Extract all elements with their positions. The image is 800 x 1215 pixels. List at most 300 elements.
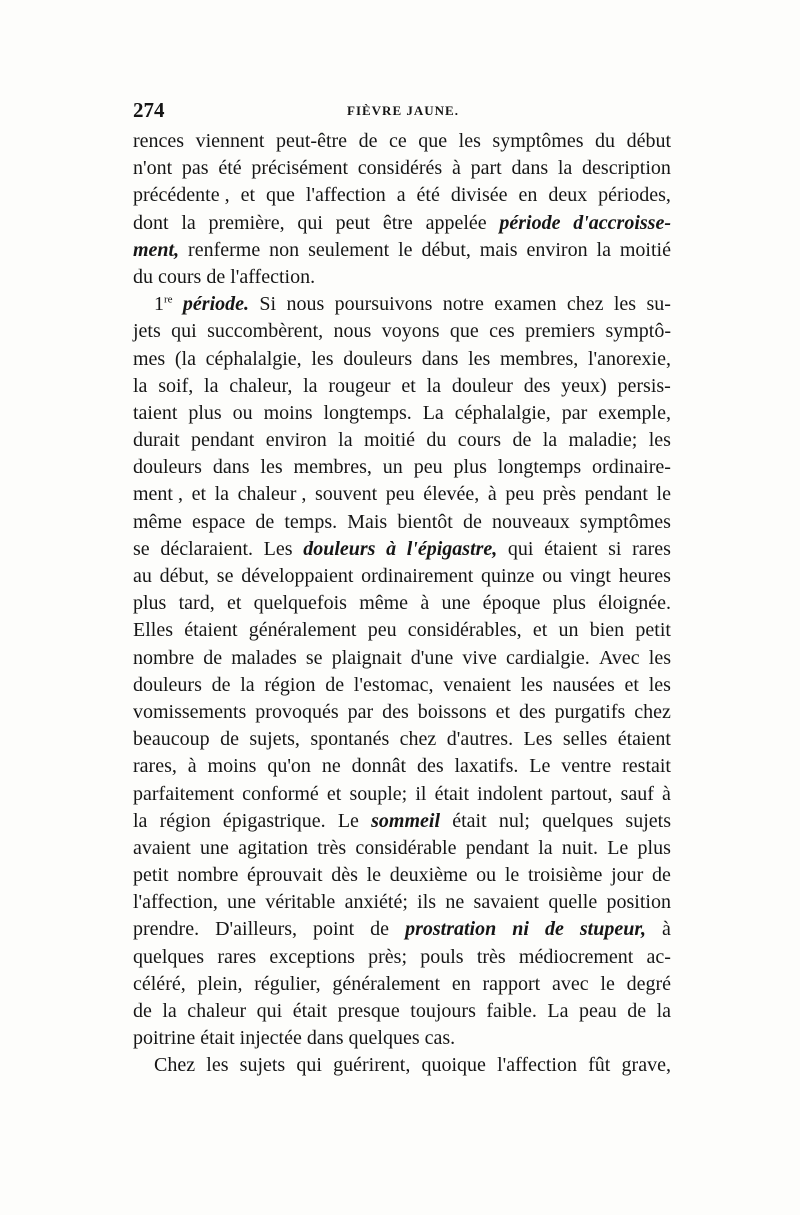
text-line <box>133 808 671 835</box>
word: douleurs <box>133 673 202 696</box>
word: rougeur <box>328 374 391 397</box>
text-line <box>133 781 671 808</box>
word: jets <box>133 320 161 343</box>
italic-word: sommeil <box>371 809 441 832</box>
word: une <box>441 592 471 615</box>
italic-word: stupeur, <box>579 918 647 941</box>
page-header <box>133 98 669 124</box>
word: espace <box>191 510 246 533</box>
word: de <box>370 918 390 941</box>
word: sauf <box>620 782 654 805</box>
word: même <box>133 510 182 533</box>
running-title: FIÈVRE JAUNE. <box>347 103 459 118</box>
word: de <box>220 728 239 751</box>
word: et <box>401 374 416 397</box>
word: précisément <box>251 157 349 180</box>
word: à <box>662 918 671 941</box>
word: le <box>504 864 520 887</box>
word: membres, <box>293 456 372 479</box>
word: été <box>218 157 242 180</box>
text-line <box>133 1052 671 1079</box>
word: plein, <box>197 972 243 995</box>
word: pendant <box>465 836 529 859</box>
word: étaient <box>617 728 671 751</box>
word: la <box>133 809 148 832</box>
word: les <box>260 456 283 479</box>
word: et <box>240 184 256 207</box>
word: temps. <box>284 510 338 533</box>
word: de <box>325 673 345 696</box>
word: nausées <box>552 673 615 696</box>
word: degré <box>626 972 671 995</box>
word: quelques <box>133 945 205 968</box>
word: savaient <box>473 891 540 914</box>
text-line <box>133 998 671 1025</box>
italic-word: de <box>544 918 564 941</box>
word: plaignait <box>331 646 402 669</box>
word: quelques <box>542 809 614 832</box>
word: vive <box>462 646 497 669</box>
word: La <box>422 401 444 424</box>
word: d'autres. <box>446 728 514 751</box>
text-line <box>133 916 671 943</box>
word: conformé <box>242 782 319 805</box>
word: était <box>200 1027 235 1050</box>
word: Le <box>337 809 359 832</box>
word: du <box>426 429 447 452</box>
word: injectée <box>239 1027 302 1050</box>
word: des <box>382 700 409 723</box>
word: rapport <box>482 972 541 995</box>
word: non <box>269 238 300 261</box>
word: ventre <box>561 755 612 778</box>
word: les <box>613 293 637 316</box>
word: les <box>520 673 543 696</box>
word: pouls <box>420 945 464 968</box>
word: nous <box>333 320 372 343</box>
word: par <box>561 401 588 424</box>
word: restait <box>622 755 671 778</box>
word: malades <box>231 646 297 669</box>
word: venaient <box>443 673 511 696</box>
word: symptô- <box>605 320 671 343</box>
word: ne <box>445 891 465 914</box>
text-line <box>133 400 671 427</box>
word: généralement <box>248 619 357 642</box>
word: l'affection. <box>230 265 316 288</box>
word: de <box>627 1000 647 1022</box>
word: et <box>624 673 639 696</box>
text-line <box>133 699 671 726</box>
text-line <box>133 182 671 209</box>
word: plus <box>637 836 671 859</box>
word: les <box>648 646 671 669</box>
word: considérables, <box>407 619 522 642</box>
word: bientôt <box>397 510 453 533</box>
word: rares <box>217 945 257 968</box>
word: la <box>538 836 553 859</box>
word: souvent <box>314 483 378 506</box>
word: médiocrement <box>518 945 634 968</box>
word: ou <box>232 401 253 424</box>
word: longtemps. <box>323 401 412 424</box>
word: était <box>452 809 487 832</box>
word: bien <box>589 619 625 642</box>
word: deuxième <box>389 864 468 887</box>
word: D'ailleurs, <box>215 918 298 941</box>
word: partout, <box>550 782 613 805</box>
word: chez <box>399 728 437 751</box>
word: mes <box>133 347 166 370</box>
word: 1 <box>154 293 164 316</box>
italic-word: période <box>499 211 561 234</box>
word: a <box>396 184 406 207</box>
page-number: 274 <box>133 98 165 122</box>
word: du <box>595 130 616 152</box>
text-line <box>133 318 671 345</box>
word: par <box>347 700 374 723</box>
word: les <box>468 347 491 370</box>
text-line <box>133 971 671 998</box>
text-line <box>133 753 671 780</box>
italic-word: l'épigastre, <box>406 537 498 560</box>
word: de <box>203 646 223 669</box>
word: les <box>458 130 481 152</box>
word: faible. <box>486 1000 537 1022</box>
word: laxatifs. <box>454 755 519 778</box>
word: chaleur , <box>237 483 307 506</box>
word: et <box>495 700 510 723</box>
word: Le <box>607 836 629 859</box>
text-line <box>133 889 671 916</box>
word: que <box>418 130 448 152</box>
word: de <box>358 130 378 152</box>
word: nuit. <box>561 836 598 859</box>
word: poitrine <box>133 1027 196 1050</box>
word: premiers <box>525 320 596 343</box>
word: persis- <box>617 374 671 397</box>
word: de <box>211 673 231 696</box>
word: souple; <box>349 782 408 805</box>
word: région <box>264 673 316 696</box>
word: quelle <box>548 891 598 914</box>
text-line <box>133 590 671 617</box>
word: en <box>518 184 538 207</box>
word: près; <box>368 945 408 968</box>
word: la <box>162 1000 177 1022</box>
word: l'affection <box>305 184 386 207</box>
word: chaleur, <box>229 374 293 397</box>
word: indolent <box>477 782 543 805</box>
word: poursuivons <box>334 293 433 316</box>
word: la <box>181 211 196 234</box>
word: qui <box>296 1054 322 1077</box>
word: très <box>317 836 347 859</box>
word: sujets <box>625 809 671 832</box>
word: nous <box>286 293 325 316</box>
text-line <box>133 210 671 237</box>
word: véritable <box>265 891 336 914</box>
word: en <box>451 972 471 995</box>
word: était <box>434 782 470 805</box>
text-line <box>133 373 671 400</box>
word: de <box>512 429 532 452</box>
word: le <box>398 238 413 261</box>
word: douleur <box>451 374 513 397</box>
word: toujours <box>410 1000 476 1022</box>
word: nul; <box>498 809 530 832</box>
word: étaient <box>184 619 238 642</box>
word: la <box>656 1000 671 1022</box>
word: durait <box>133 429 180 452</box>
word: tard, <box>178 592 215 615</box>
word: dans <box>306 1027 344 1050</box>
word: des <box>416 755 444 778</box>
word: du <box>133 265 153 288</box>
word: la <box>596 238 611 261</box>
text-line <box>133 155 671 182</box>
word: d'une <box>410 646 454 669</box>
word: et <box>532 619 548 642</box>
word: renferme <box>188 238 261 261</box>
word: peut-être <box>275 130 348 152</box>
word: jour <box>611 864 644 887</box>
italic-word: d'accroisse- <box>573 211 671 234</box>
word: deux <box>548 184 588 207</box>
word: environ <box>526 238 588 261</box>
word: la <box>133 374 148 397</box>
word: viennent <box>195 130 265 152</box>
word: étaient <box>544 537 598 560</box>
word: sujets, <box>249 728 300 751</box>
text-line <box>133 427 671 454</box>
word: à <box>187 755 197 778</box>
word: régulier, <box>254 972 321 995</box>
word: première, <box>208 211 285 234</box>
word: sujets <box>239 1054 286 1077</box>
word: point <box>313 918 355 941</box>
word: divisée <box>450 184 508 207</box>
word: petit <box>133 864 169 887</box>
word: cardialgie. <box>505 646 590 669</box>
word: et <box>226 592 242 615</box>
word: généralement <box>332 972 441 995</box>
word: était <box>292 1000 328 1022</box>
italic-word: à <box>386 537 397 560</box>
text-line <box>133 264 671 291</box>
word: les <box>648 673 671 696</box>
word: l'affection <box>497 1054 577 1077</box>
word: début, <box>159 565 210 587</box>
text-line <box>133 1025 671 1052</box>
word: Si <box>259 293 277 316</box>
word: yeux) <box>561 374 607 397</box>
word: Les <box>263 537 293 560</box>
word: les <box>206 1054 229 1077</box>
word: élevée, <box>423 483 480 506</box>
word: ou <box>542 565 563 587</box>
word: fût <box>588 1054 611 1077</box>
word: se <box>216 565 234 587</box>
word: cours <box>158 265 202 288</box>
word: périodes, <box>598 184 671 207</box>
word: su- <box>646 293 671 316</box>
word: ou <box>476 864 497 887</box>
word: pendant <box>191 429 255 452</box>
word: peut <box>335 211 371 234</box>
word: céléré, <box>133 972 186 995</box>
word: purgatifs <box>554 700 626 723</box>
word: Le <box>529 755 551 778</box>
word: boissons <box>417 700 487 723</box>
word: les <box>311 347 334 370</box>
word: dès <box>331 864 358 887</box>
word: ces <box>489 320 515 343</box>
word: rences <box>133 130 185 152</box>
word: vomissements <box>133 700 247 723</box>
word: à <box>662 782 671 805</box>
word: beaucoup <box>133 728 210 751</box>
word: longtemps <box>497 456 582 479</box>
word: que <box>265 184 295 207</box>
word: grave, <box>621 1054 671 1077</box>
word: la <box>240 673 255 696</box>
word: soif, <box>158 374 194 397</box>
word: La <box>547 1000 569 1022</box>
word: presque <box>337 1000 400 1022</box>
word: douleurs <box>133 456 202 479</box>
text-line <box>133 862 671 889</box>
word: considérable <box>355 836 457 859</box>
word: des <box>518 700 546 723</box>
word: nombre <box>133 646 195 669</box>
word: ne <box>321 755 341 778</box>
word: avec <box>552 972 589 995</box>
word: de <box>652 864 671 887</box>
word: Mais <box>347 510 388 533</box>
text-line <box>133 563 671 590</box>
word: maladie; <box>568 429 638 452</box>
word: le <box>600 972 615 995</box>
word: exceptions <box>269 945 355 968</box>
word: ac- <box>646 945 671 968</box>
word: l'affection, <box>133 891 218 914</box>
word: spontanés <box>310 728 390 751</box>
word: ils <box>417 891 437 914</box>
word: époque <box>482 592 541 615</box>
word: l'anorexie, <box>587 347 671 370</box>
word: considérés <box>357 157 443 180</box>
word: une <box>227 891 257 914</box>
word: début <box>626 130 671 152</box>
word: avaient <box>133 836 191 859</box>
word: ment , <box>133 483 183 506</box>
text-line <box>133 672 671 699</box>
word: région <box>159 809 211 832</box>
word: exemple, <box>598 401 671 424</box>
word: selles <box>562 728 608 751</box>
text-line <box>133 645 671 672</box>
italic-word: ni <box>512 918 529 941</box>
word: et <box>326 782 342 805</box>
text-line <box>133 291 671 318</box>
word: et <box>191 483 206 506</box>
word: cours <box>457 429 502 452</box>
word: quoique <box>421 1054 486 1077</box>
ordinal-superscript: re <box>164 293 173 306</box>
word: succombèrent, <box>207 320 324 343</box>
word: de <box>133 1000 152 1022</box>
word: position <box>606 891 671 914</box>
word: au <box>133 565 152 587</box>
word: que <box>449 320 479 343</box>
word: début, <box>421 238 471 261</box>
word: guérirent, <box>333 1054 411 1077</box>
word: le <box>366 864 382 887</box>
italic-word: période. <box>182 293 250 316</box>
word: heures <box>618 565 671 587</box>
word: céphalalgie, <box>454 401 551 424</box>
word: le <box>656 483 671 506</box>
word: voyons <box>381 320 440 343</box>
word: l'estomac, <box>353 673 434 696</box>
word: dans <box>511 157 549 180</box>
word: été <box>416 184 440 207</box>
word: peu <box>385 483 415 506</box>
word: qui <box>507 537 534 560</box>
word: quelquefois <box>253 592 347 615</box>
word: n'ont <box>133 157 173 180</box>
word: peu <box>413 456 443 479</box>
word: précédente , <box>133 184 230 207</box>
text-line <box>133 237 671 264</box>
word: petit <box>635 619 671 642</box>
word: environ <box>265 429 327 452</box>
word: épigastrique. <box>222 809 326 832</box>
word: pas <box>181 157 209 180</box>
word: moins <box>207 755 257 778</box>
word: à <box>420 592 430 615</box>
word: rares, <box>133 755 177 778</box>
word: si <box>608 537 622 560</box>
word: la <box>204 374 219 397</box>
word: céphalalgie, <box>205 347 302 370</box>
text-line <box>133 346 671 373</box>
body-text <box>133 128 671 1080</box>
text-line <box>133 509 671 536</box>
word: symptômes <box>492 130 584 152</box>
word: plus <box>552 592 586 615</box>
word: qui <box>256 1000 283 1022</box>
word: de <box>255 510 275 533</box>
word: dont <box>133 211 169 234</box>
text-line <box>133 454 671 481</box>
word: être <box>382 211 413 234</box>
word: développaient <box>241 565 354 587</box>
word: chez <box>634 700 671 723</box>
word: quinze <box>481 565 535 587</box>
word: se <box>133 537 150 560</box>
word: qui <box>297 211 323 234</box>
word: quelques <box>348 1027 420 1050</box>
word: plus <box>188 401 222 424</box>
word: agitation <box>238 836 309 859</box>
word: examen <box>494 293 557 316</box>
word: Elles <box>133 619 173 642</box>
word: de <box>462 510 482 533</box>
word: seulement <box>308 238 390 261</box>
word: une <box>199 836 229 859</box>
